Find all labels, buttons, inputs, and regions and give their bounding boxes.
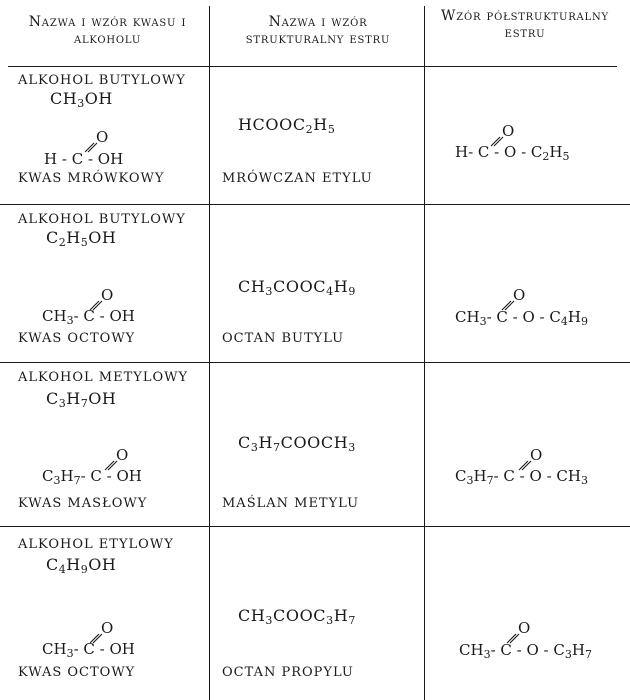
header-col1: Nazwa i wzór kwasu i alkoholu — [28, 14, 187, 47]
header-rule — [8, 66, 617, 67]
ester-semistructural-formula: $CH_3-$ C - O - $C_3H_7$ — [459, 641, 592, 661]
acid-structural-formula: $CH_3-$ C - OH — [42, 640, 135, 660]
alcohol-formula: $C_4H_9OH$ — [46, 555, 117, 576]
alcohol-formula: $CH_3OH$ — [50, 89, 113, 110]
ester-name: MAŚLAN METYLU — [222, 496, 360, 511]
column-divider — [424, 6, 425, 700]
row-divider — [0, 526, 630, 527]
header-col2: Nazwa i wzór strukturalny estru — [245, 14, 391, 47]
ester-formula: $CH_3COOC_4H_9$ — [238, 277, 356, 298]
alcohol-formula: $C_2H_5OH$ — [46, 228, 117, 249]
ester-semistructural-formula: H- C - O - $C_2H_5$ — [455, 143, 570, 163]
acid-name: KWAS OCTOWY — [18, 331, 136, 346]
alcohol-name: ALKOHOL BUTYLOWY — [18, 212, 186, 227]
alcohol-name: ALKOHOL METYLOWY — [18, 370, 189, 385]
column-divider — [209, 6, 210, 700]
ester-semistructural-formula: $CH_3-$ C - O - $C_4H_9$ — [455, 308, 588, 328]
ester-formula: $CH_3COOC_3H_7$ — [238, 606, 356, 627]
acid-carbonyl-oxygen: O — [96, 128, 109, 146]
header-col3: Wzór półstrukturalny estru — [441, 8, 609, 41]
acid-name: KWAS MASŁOWY — [18, 496, 148, 511]
row-divider — [0, 362, 630, 363]
ester-name: OCTAN PROPYLU — [222, 665, 354, 680]
acid-structural-formula: H - C - OH — [44, 150, 124, 168]
ester-name: MRÓWCZAN ETYLU — [222, 171, 373, 186]
ester-carbonyl-oxygen: O — [518, 619, 531, 637]
ester-name: OCTAN BUTYLU — [222, 331, 345, 346]
row-divider — [0, 204, 630, 205]
alcohol-name: ALKOHOL ETYLOWY — [18, 537, 174, 552]
ester-carbonyl-oxygen: O — [502, 122, 515, 140]
acid-structural-formula: $CH_3-$ C - OH — [42, 307, 135, 327]
alcohol-formula: $C_3H_7OH$ — [46, 389, 117, 410]
acid-carbonyl-oxygen: O — [101, 619, 114, 637]
ester-carbonyl-oxygen: O — [530, 446, 543, 464]
alcohol-name: ALKOHOL BUTYLOWY — [18, 73, 186, 88]
ester-carbonyl-oxygen: O — [513, 286, 526, 304]
ester-semistructural-formula: $C_3H_7-$ C - O - $CH_3$ — [455, 467, 588, 487]
acid-carbonyl-oxygen: O — [116, 446, 129, 464]
ester-formula: $HCOOC_2H_5$ — [238, 115, 336, 136]
acid-name: KWAS MRÓWKOWY — [18, 171, 165, 186]
acid-carbonyl-oxygen: O — [101, 286, 114, 304]
ester-formula: $C_3H_7COOCH_3$ — [238, 433, 356, 454]
acid-name: KWAS OCTOWY — [18, 665, 136, 680]
acid-structural-formula: $C_3H_7-$ C - OH — [42, 467, 142, 487]
